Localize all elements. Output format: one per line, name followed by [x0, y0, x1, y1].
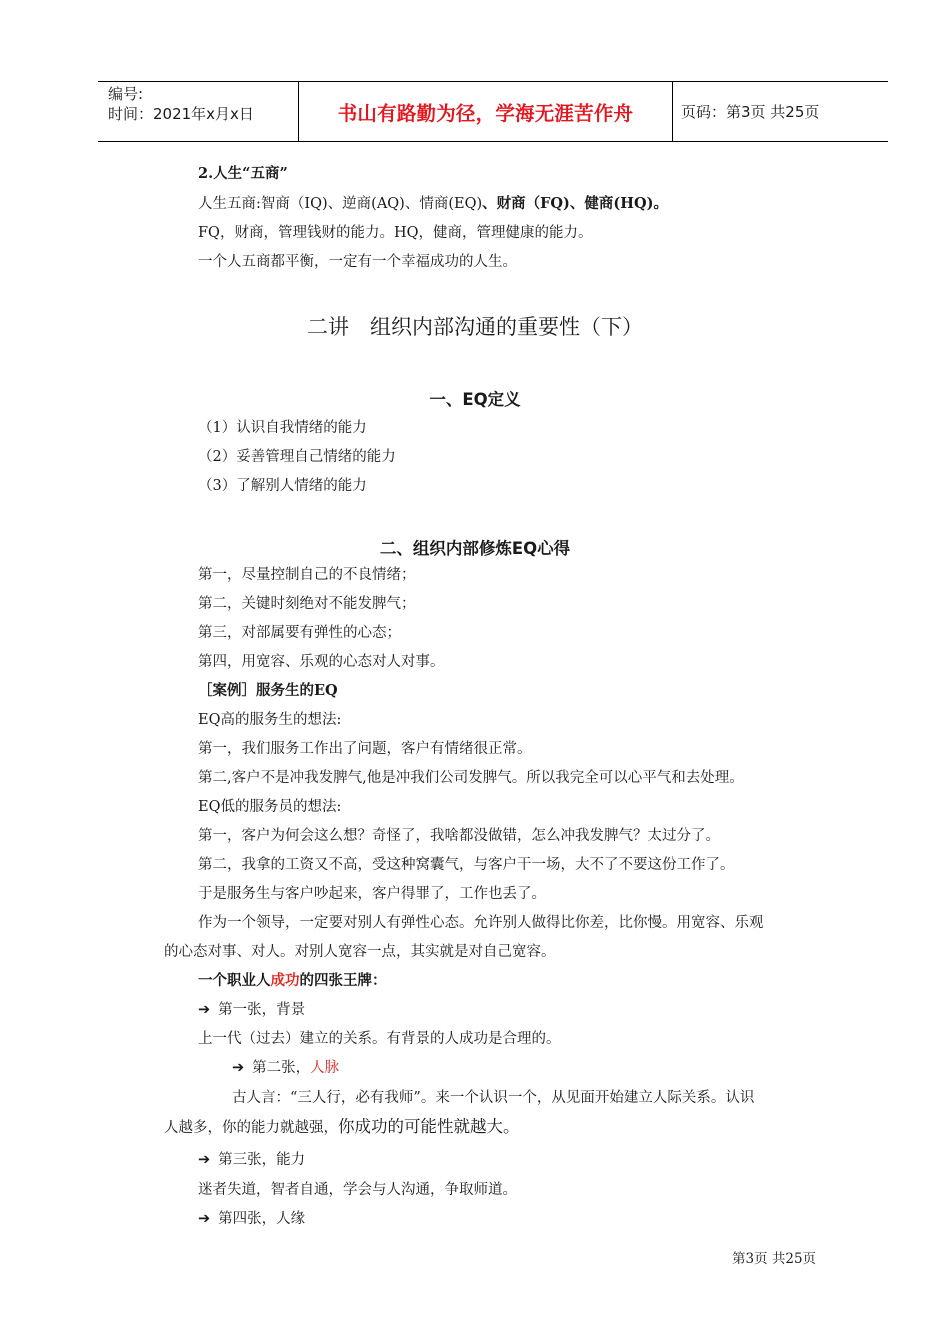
trump-card-3: [198, 1150, 305, 1170]
trump-card-3-desc: 迷者失道，智者自通，学会与人沟通，争取师道。: [198, 1182, 517, 1198]
eq-practice-title: 二、组织内部修炼EQ心得: [379, 539, 571, 558]
trump-card-3-label: 第三张，能力: [218, 1152, 306, 1168]
arrow-right-icon: ➔: [198, 1002, 211, 1018]
case-line: 作为一个领导，一定要对别人有弹性心态。允许别人做得比你差，比你慢。用宽容、乐观: [198, 915, 764, 931]
header-meta: [98, 82, 299, 141]
five-q-title: 2.人生“五商”: [198, 165, 288, 182]
case-title: ［案例］服务生的EQ: [198, 682, 338, 699]
trump-card-2-label: 第二张，: [252, 1060, 311, 1076]
case-line: 于是服务生与客户吵起来，客户得罪了，工作也丢了。: [198, 886, 546, 902]
five-q-line3: 一个人五商都平衡，一定有一个幸福成功的人生。: [198, 254, 517, 270]
case-line: 第二，我拿的工资又不高，受这种窝囊气，与客户干一场，大不了不要这份工作了。: [198, 857, 735, 873]
trump-card-1: [198, 1000, 305, 1020]
lecture-title: 二讲 组织内部沟通的重要性（下）: [307, 315, 643, 339]
case-line: 第一，我们服务工作出了问题，客户有情绪很正常。: [198, 741, 532, 757]
arrow-right-icon: ➔: [232, 1060, 245, 1076]
trump-card-4: [198, 1209, 305, 1229]
header-motto: 书山有路勤为径，学海无涯苦作舟: [299, 82, 673, 141]
five-q-line1: [198, 194, 668, 214]
trump-card-1-label: 第一张，背景: [218, 1002, 306, 1018]
trump-card-2-desc-2b: 你成功的可能性就越大。: [338, 1117, 520, 1136]
five-q-line1-bold: 、财商（FQ)、健商(HQ)。: [482, 195, 668, 212]
page-footer: 第3页 共25页: [732, 1251, 817, 1267]
trump-card-4-label: 第四张，人缘: [218, 1211, 306, 1227]
case-line: 第一，客户为何会这么想？奇怪了，我啥都没做错，怎么冲我发脾气？太过分了。: [198, 828, 720, 844]
trumps-title-post: 的四张王牌：: [299, 972, 387, 989]
case-line: 的心态对事、对人。对别人宽容一点，其实就是对自己宽容。: [164, 944, 556, 960]
serial-label: 编号:: [108, 85, 144, 103]
trumps-title-pre: 一个职业人: [198, 972, 271, 989]
eq-definition-title: 一、EQ定义: [429, 390, 521, 409]
time-label: 时间：2021年x月x日: [108, 105, 254, 123]
case-line: EQ高的服务生的想法:: [198, 712, 342, 728]
header-page-info: 页码：第3页 共25页: [681, 103, 820, 121]
trump-card-2-desc-2: [164, 1117, 520, 1138]
eq-definition-item: （3）了解别人情绪的能力: [198, 478, 367, 494]
trumps-title-highlight: 成功: [270, 972, 300, 989]
five-q-line2: FQ，财商，管理钱财的能力。HQ，健商，管理健康的能力。: [198, 225, 593, 241]
eq-definition-item: （1）认识自我情绪的能力: [198, 420, 367, 436]
eq-definition-item: （2）妥善管理自己情绪的能力: [198, 449, 396, 465]
page-header: [98, 81, 888, 142]
case-line: 第二,客户不是冲我发脾气,他是冲我们公司发脾气。所以我完全可以心平气和去处理。: [198, 770, 744, 786]
trump-card-1-desc: 上一代（过去）建立的关系。有背景的人成功是合理的。: [198, 1031, 561, 1047]
trump-card-2-highlight: 人脉: [310, 1060, 340, 1076]
eq-practice-item: 第一，尽量控制自己的不良情绪；: [198, 567, 416, 583]
trump-card-2: [232, 1058, 339, 1078]
eq-practice-item: 第三，对部属要有弹性的心态；: [198, 625, 401, 641]
trump-card-2-desc-1: 古人言：“三人行，必有我师”。来一个认识一个，从见面开始建立人际关系。认识: [232, 1090, 755, 1106]
case-line: EQ低的服务员的想法:: [198, 799, 342, 815]
five-q-line1-plain: 人生五商:智商（IQ)、逆商(AQ)、情商(EQ): [198, 196, 483, 212]
eq-practice-item: 第四，用宽容、乐观的心态对人对事。: [198, 654, 445, 670]
arrow-right-icon: ➔: [198, 1152, 211, 1168]
trump-card-2-desc-2a: 人越多，你的能力就越强，: [164, 1120, 338, 1136]
eq-practice-item: 第二，关键时刻绝对不能发脾气；: [198, 596, 416, 612]
arrow-right-icon: ➔: [198, 1211, 211, 1227]
trumps-title: [198, 971, 387, 991]
